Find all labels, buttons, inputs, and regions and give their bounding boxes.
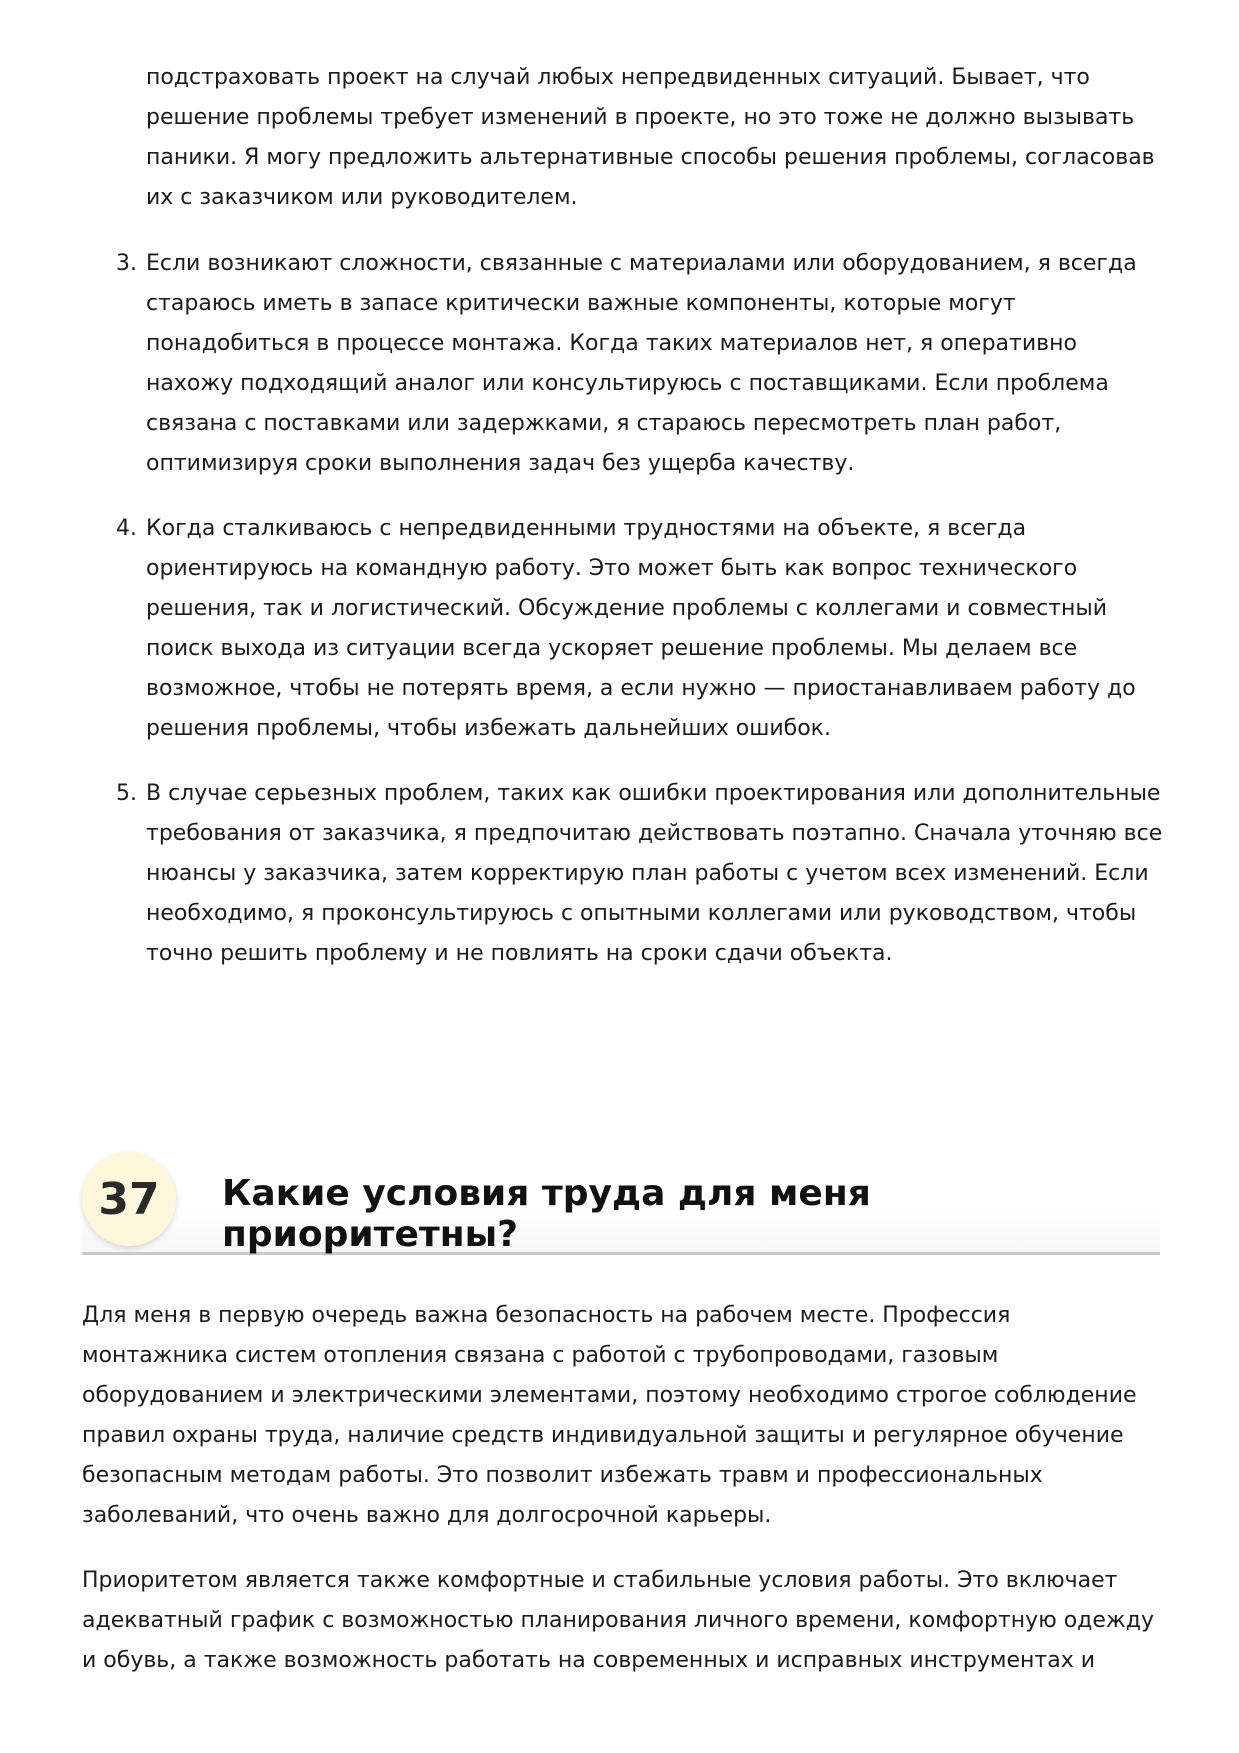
list-item-text: Если возникают сложности, связанные с материалами или оборудованием, я всегда стараюсь иметь в запасе критически важные компоненты, которые могут понадобиться в процессе монтажа. Когда таких материалов нет, я оперативно нахожу подходящий аналог или консультируюсь с поставщиками. Если проблема связана с поставками или задержками, я стараюсь пересмотреть план работ, оптимизируя сроки выполнения задач без ущерба качеству. <box>146 251 1137 476</box>
section-number-badge: 37 <box>82 1152 176 1246</box>
continued-paragraph: подстраховать проект на случай любых непредвиденных ситуаций. Бывает, что решение проблемы требует изменений в проекте, но это тоже не должно вызывать паники. Я могу предложить альтернативные способы решения проблемы, согласовав их с заказчиком или руководителем. <box>146 65 1155 210</box>
list-item-number: 3. <box>116 251 137 276</box>
numbered-list <box>116 244 1166 999</box>
section-heading <box>82 1147 1160 1257</box>
list-item-number: 5. <box>116 781 137 806</box>
list-item <box>116 509 1166 749</box>
list-item <box>116 774 1166 974</box>
list-item <box>116 244 1166 484</box>
list-item-number: 4. <box>116 516 137 541</box>
list-item-text: В случае серьезных проблем, таких как ошибки проектирования или дополнительные требования от заказчика, я предпочитаю действовать поэтапно. Сначала уточняю все нюансы у заказчика, затем корректирую план работы с учетом всех изменений. Если необходимо, я проконсультируюсь с опытными коллегами или руководством, чтобы точно решить проблему и не повлиять на сроки сдачи объекта. <box>146 781 1163 966</box>
section-title: Какие условия труда для меня приоритетны? <box>222 1173 871 1255</box>
list-item-text: Когда сталкиваюсь с непредвиденными трудностями на объекте, я всегда ориентируюсь на командную работу. Это может быть как вопрос технического решения, так и логистический. Обсуждение проблемы с коллегами и совместный поиск выхода из ситуации всегда ускоряет решение проблемы. Мы делаем все возможное, чтобы не потерять время, а если нужно — приостанавливаем работу до решения проблемы, чтобы избежать дальнейших ошибок. <box>146 516 1136 741</box>
body-paragraph: Приоритетом является также комфортные и стабильные условия работы. Это включает адекватный график с возможностью планирования личного времени, комфортную одежду и обувь, а также возможность работать на современных и исправных инструментах и <box>82 1568 1154 1673</box>
body-paragraph: Для меня в первую очередь важна безопасность на рабочем месте. Профессия монтажника систем отопления связана с работой с трубопроводами, газовым оборудованием и электрическими элементами, поэтому необходимо строгое соблюдение правил охраны труда, наличие средств индивидуальной защиты и регулярное обучение безопасным методам работы. Это позволит избежать травм и профессиональных заболеваний, что очень важно для долгосрочной карьеры. <box>82 1303 1137 1528</box>
